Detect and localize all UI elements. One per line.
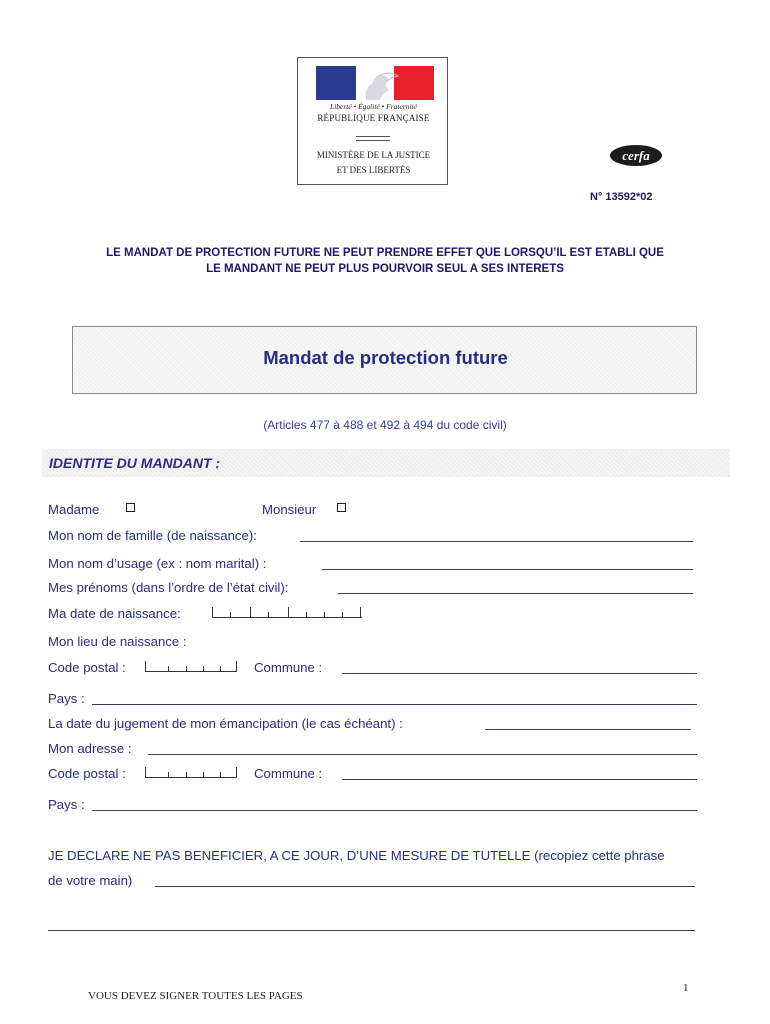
footer-note: VOUS DEVEZ SIGNER TOUTES LES PAGES [88,990,303,1002]
date-tick [342,612,343,617]
code-baseline [145,767,237,778]
form-number: N° 13592*02 [590,191,653,203]
code-tick [236,661,237,671]
pays-field[interactable] [92,810,697,811]
section-title: IDENTITE DU MANDANT : [49,455,221,471]
monsieur-checkbox[interactable] [337,503,346,512]
code-tick [168,666,169,671]
declaration-field-continued[interactable] [48,930,695,931]
code-tick [186,666,187,671]
declaration-line2: de votre main) [48,873,133,888]
declaration-field[interactable] [155,886,695,887]
date-tick [212,607,213,617]
lieu-naissance-label: Mon lieu de naissance : [48,634,187,649]
date-tick [288,607,289,617]
prenoms-field[interactable] [338,593,693,594]
title-box [72,326,697,394]
madame-label: Madame [48,502,100,517]
prenoms-label: Mes prénoms (dans l’ordre de l’état civil): [48,580,289,595]
republic-name: RÉPUBLIQUE FRANÇAISE [317,113,430,123]
code-baseline [145,661,237,672]
date-naissance-field[interactable] [212,607,364,619]
warning-line2: LE MANDANT NE PEUT PLUS POURVOIR SEUL A SES INTERETS [206,263,564,275]
nom-usage-label: Mon nom d’usage (ex : nom marital) : [48,556,267,571]
code-tick [145,767,146,777]
declaration-line1: JE DECLARE NE PAS BENEFICIER, A CE JOUR, D’UNE MESURE DE TUTELLE (recopiez cette phrase [48,848,665,863]
page-number: 1 [683,982,689,994]
date-tick [360,607,361,617]
date-tick [250,607,251,617]
nom-usage-field[interactable] [322,569,693,570]
ministry-name-line1: MINISTÈRE DE LA JUSTICE [316,150,431,160]
code-tick [168,772,169,777]
monsieur-label: Monsieur [262,502,317,517]
date-tick [306,612,307,617]
code-tick [220,666,221,671]
code-tick [203,772,204,777]
marianne-flag-icon [316,66,434,100]
date-tick [230,612,231,617]
nom-famille-label: Mon nom de famille (de naissance): [48,528,257,543]
cerfa-logo: cerfa [610,145,662,166]
commune-label: Commune : [254,766,323,781]
code-tick [236,767,237,777]
commune-field[interactable] [342,673,697,674]
emancipation-field[interactable] [485,729,691,730]
code-postal-label: Code postal : [48,766,126,781]
code-postal-label: Code postal : [48,660,126,675]
pays-label: Pays : [48,797,85,812]
date-tick [324,612,325,617]
nom-famille-field[interactable] [300,541,693,542]
date-tick [268,612,269,617]
code-tick [220,772,221,777]
code-postal-field[interactable] [145,661,239,673]
articles-reference: (Articles 477 à 488 et 492 à 494 du code civil) [263,418,507,432]
date-naissance-label: Ma date de naissance: [48,606,181,621]
date-baseline [212,607,362,618]
pays-field[interactable] [92,704,697,705]
section-header [42,449,730,477]
pays-label: Pays : [48,691,85,706]
logo-divider [356,136,390,141]
commune-field[interactable] [342,779,697,780]
warning-line1: LE MANDAT DE PROTECTION FUTURE NE PEUT PRENDRE EFFET QUE LORSQU’IL EST ETABLI QUE [106,247,664,259]
adresse-label: Mon adresse : [48,741,132,756]
emancipation-label: La date du jugement de mon émancipation (le cas échéant) : [48,716,403,731]
adresse-field[interactable] [148,754,697,755]
ministry-name-line2: ET DES LIBERTÉS [336,165,411,175]
page-title: Mandat de protection future [263,347,508,368]
madame-checkbox[interactable] [126,503,135,512]
republic-motto: Liberté • Égalité • Fraternité [330,102,417,111]
republique-francaise-logo [297,57,448,185]
code-tick [186,772,187,777]
code-postal-field[interactable] [145,767,239,779]
code-tick [203,666,204,671]
code-tick [145,661,146,671]
commune-label: Commune : [254,660,323,675]
